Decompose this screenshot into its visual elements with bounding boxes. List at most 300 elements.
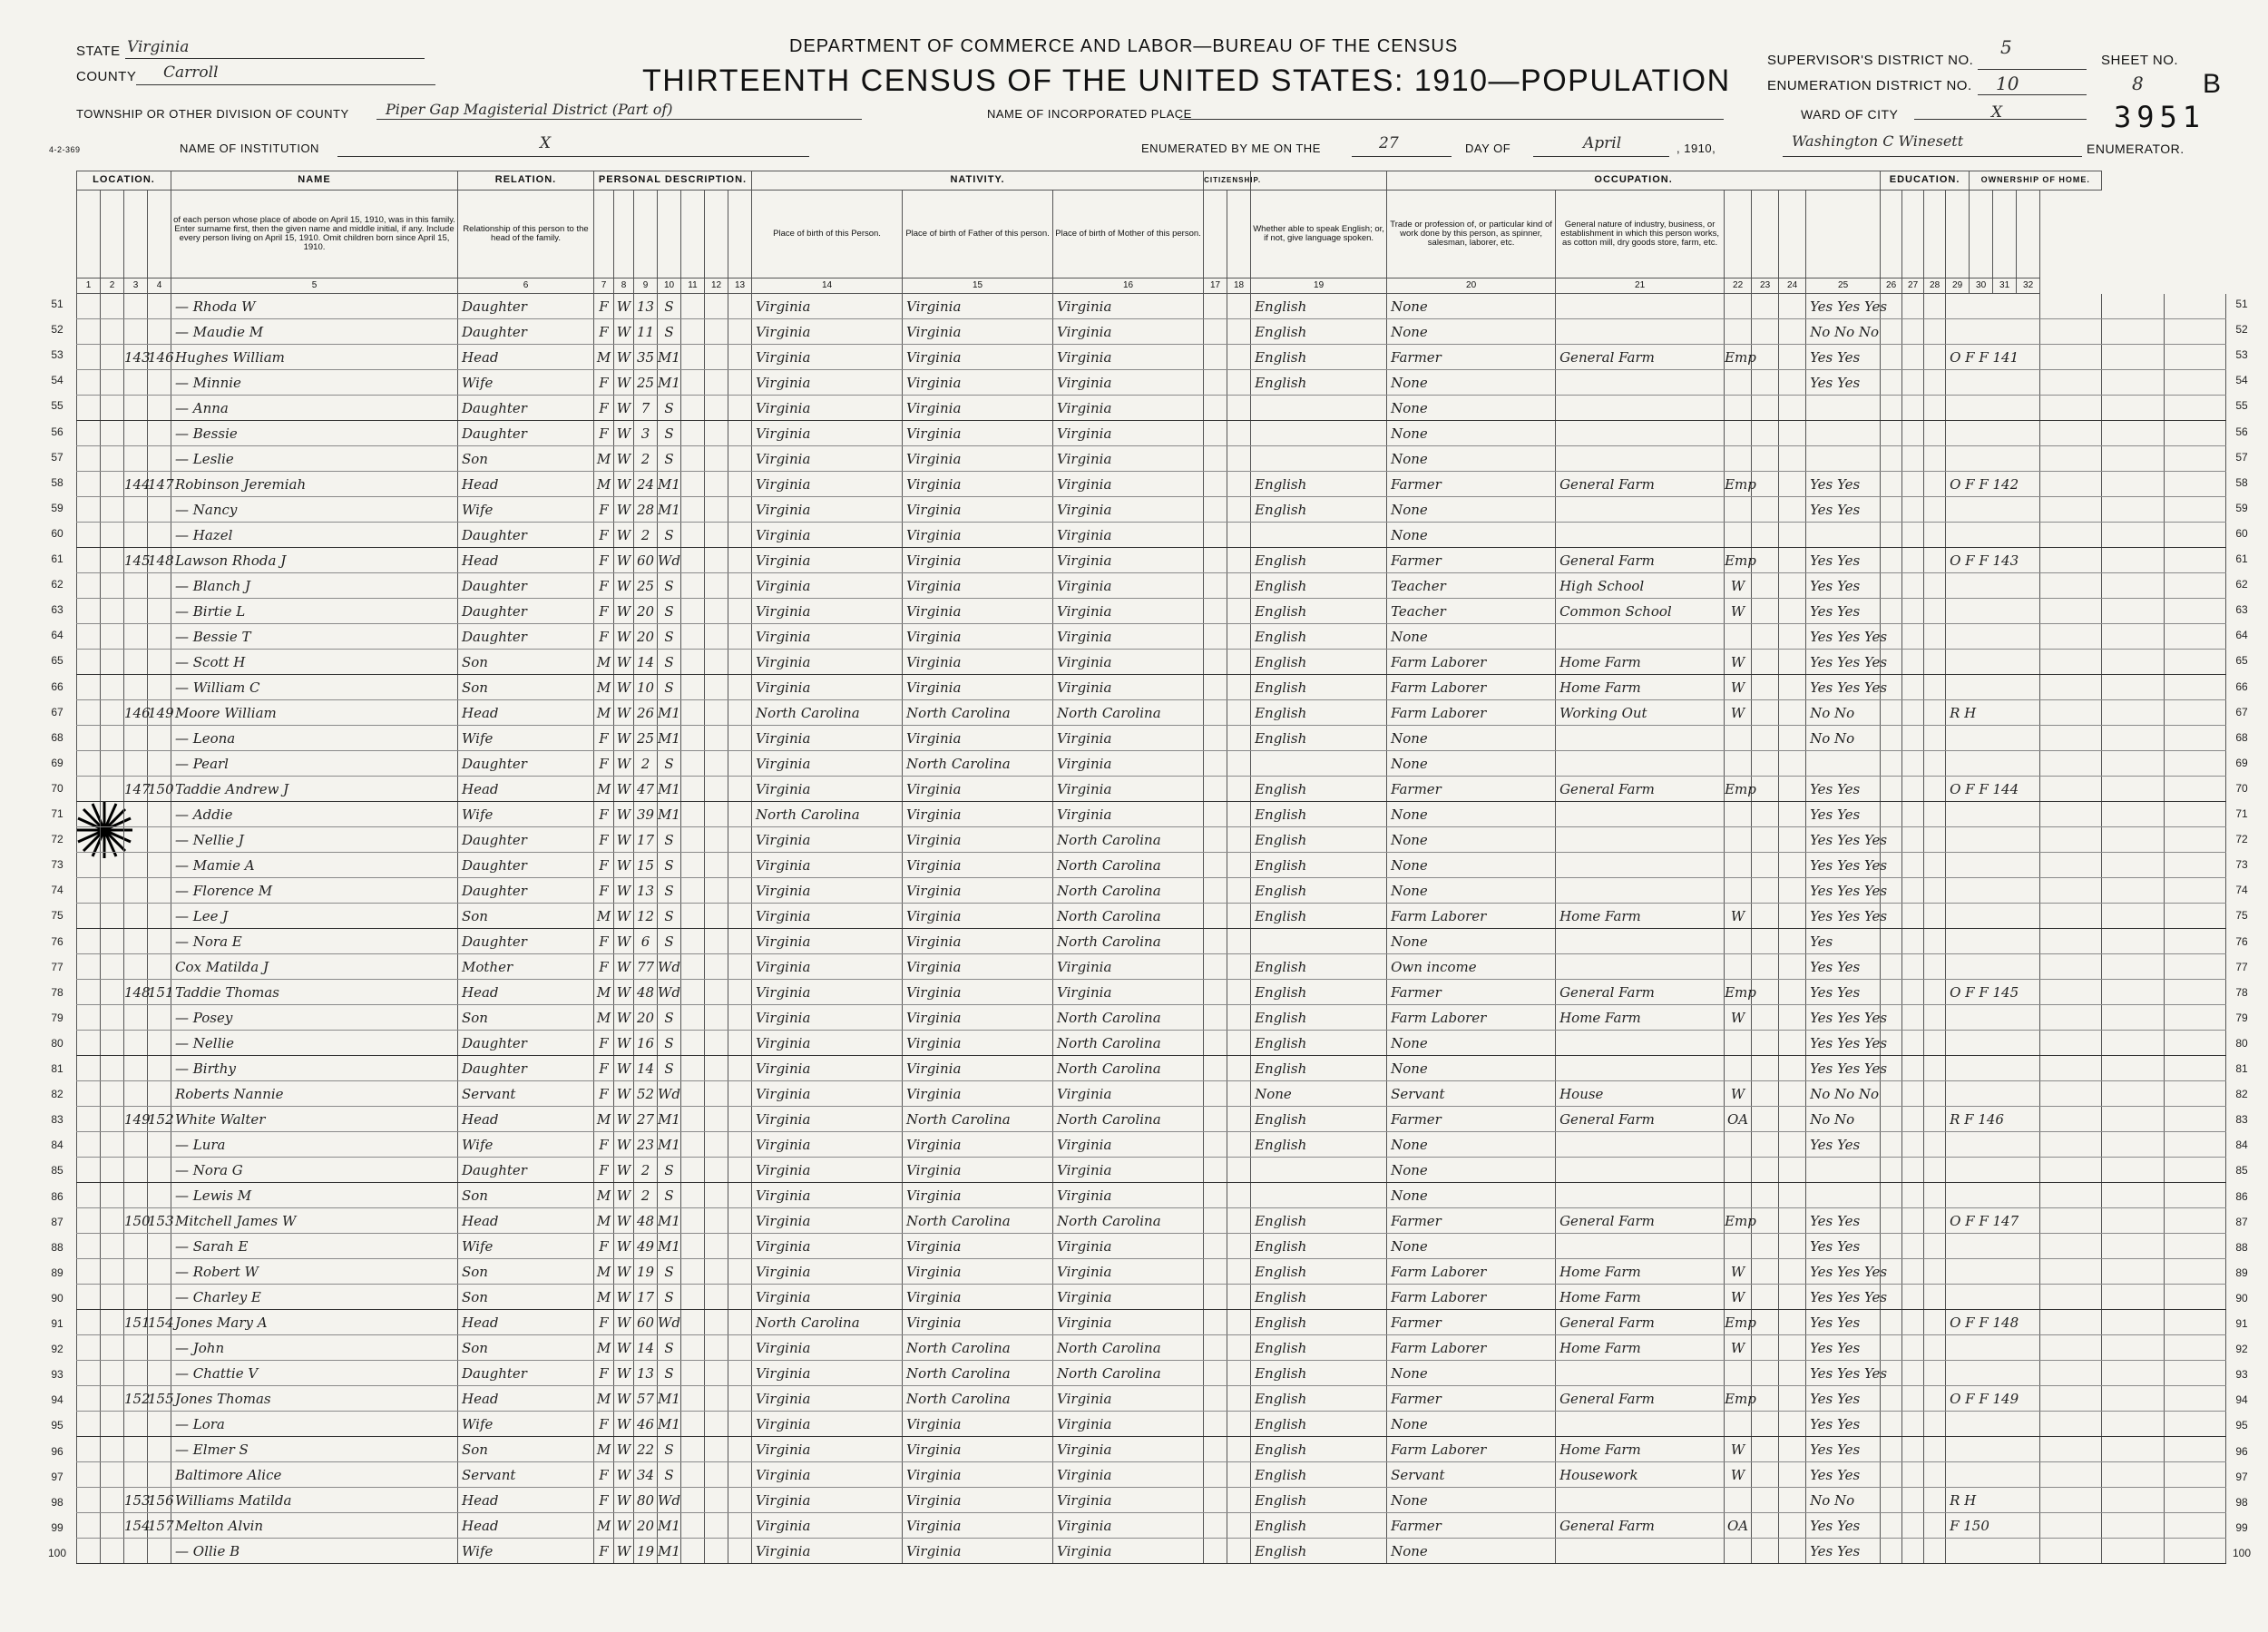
cell-age: 17 <box>634 1285 658 1310</box>
cell-immigration-year <box>1204 1361 1227 1386</box>
cell-years-married <box>681 827 705 853</box>
cell-naturalized <box>1227 548 1251 573</box>
cell-veteran <box>2164 396 2225 421</box>
cell-dwelling-number <box>124 853 148 878</box>
cell-family-number <box>148 1335 171 1361</box>
cell-dwelling-number <box>124 929 148 954</box>
line-number: 88 <box>2235 1240 2248 1254</box>
cell-street <box>77 1462 101 1488</box>
cell-edu-blank <box>1881 1335 1902 1361</box>
line-number: 61 <box>51 552 64 565</box>
cell-language: English <box>1251 1539 1387 1564</box>
cell-weeks-out <box>1779 675 1806 700</box>
cell-weeks-out <box>1779 421 1806 446</box>
cell-immigration-year <box>1204 1056 1227 1081</box>
cell-relation: Head <box>458 472 594 497</box>
cell-birthplace: Virginia <box>752 599 903 624</box>
cell-family-number: 156 <box>148 1488 171 1513</box>
cell-out-of-work <box>1752 878 1779 904</box>
cell-father-birthplace: Virginia <box>903 1158 1053 1183</box>
cell-father-birthplace: Virginia <box>903 853 1053 878</box>
cell-street <box>77 497 101 523</box>
cell-mother-birthplace: Virginia <box>1053 751 1204 777</box>
cell-person-name: — Pearl <box>171 751 458 777</box>
cell-dwelling-number <box>124 1158 148 1183</box>
cell-dwelling-number <box>124 1056 148 1081</box>
cell-race: W <box>614 726 634 751</box>
cell-industry: Home Farm <box>1556 675 1725 700</box>
cell-weeks-out <box>1779 878 1806 904</box>
cell-immigration-year <box>1204 1132 1227 1158</box>
cell-person-name: Robinson Jeremiah <box>171 472 458 497</box>
cell-children-living <box>728 421 752 446</box>
cell-language <box>1251 1183 1387 1208</box>
cell-mother-birthplace: North Carolina <box>1053 1056 1204 1081</box>
cell-house <box>101 954 124 980</box>
line-number: 72 <box>51 833 64 846</box>
cell-ownership <box>1946 1462 2040 1488</box>
cell-edu-blank <box>1902 319 1924 345</box>
cell-years-married <box>681 726 705 751</box>
cell-edu-blank <box>1881 954 1902 980</box>
cell-naturalized <box>1227 954 1251 980</box>
cell-deaf <box>2102 497 2164 523</box>
cell-trade: Farm Laborer <box>1387 700 1556 726</box>
cell-family-number: 151 <box>148 980 171 1005</box>
cell-veteran <box>2164 497 2225 523</box>
cell-sex: F <box>594 497 614 523</box>
year-label: , 1910, <box>1677 142 1716 155</box>
cell-naturalized <box>1227 853 1251 878</box>
cell-edu-blank <box>1924 319 1946 345</box>
cell-out-of-work <box>1752 1285 1779 1310</box>
cell-edu-blank <box>1924 1539 1946 1564</box>
form-number: 4-2-369 <box>49 145 81 154</box>
cell-education: Yes Yes Yes <box>1806 904 1881 929</box>
cell-deaf <box>2102 1081 2164 1107</box>
township-label: TOWNSHIP OR OTHER DIVISION OF COUNTY <box>76 107 349 121</box>
cell-naturalized <box>1227 1285 1251 1310</box>
cell-employer-status <box>1725 624 1752 650</box>
cell-dwelling-number <box>124 878 148 904</box>
cell-weeks-out <box>1779 1183 1806 1208</box>
cell-relation: Daughter <box>458 878 594 904</box>
cell-employer-status: OA <box>1725 1107 1752 1132</box>
cell-naturalized <box>1227 1158 1251 1183</box>
cell-edu-blank <box>1924 1234 1946 1259</box>
cell-street <box>77 1412 101 1437</box>
cell-education: Yes Yes Yes <box>1806 294 1881 319</box>
cell-out-of-work <box>1752 853 1779 878</box>
cell-employer-status <box>1725 1488 1752 1513</box>
cell-marital-status: S <box>658 1259 681 1285</box>
cell-blind <box>2040 1005 2102 1031</box>
cell-ownership: O F F 143 <box>1946 548 2040 573</box>
cell-weeks-out <box>1779 1488 1806 1513</box>
cell-weeks-out <box>1779 726 1806 751</box>
cell-family-number <box>148 446 171 472</box>
cell-mother-birthplace: North Carolina <box>1053 929 1204 954</box>
cell-veteran <box>2164 523 2225 548</box>
cell-deaf <box>2102 1183 2164 1208</box>
column-number: 24 <box>1779 279 1806 294</box>
cell-immigration-year <box>1204 675 1227 700</box>
cell-relation: Daughter <box>458 294 594 319</box>
cell-father-birthplace: Virginia <box>903 980 1053 1005</box>
cell-mother-birthplace: North Carolina <box>1053 853 1204 878</box>
cell-children-living <box>728 1208 752 1234</box>
cell-children-living <box>728 904 752 929</box>
cell-sex: M <box>594 1183 614 1208</box>
cell-marital-status: S <box>658 827 681 853</box>
cell-dwelling-number: 149 <box>124 1107 148 1132</box>
cell-naturalized <box>1227 523 1251 548</box>
cell-deaf <box>2102 1056 2164 1081</box>
cell-person-name: — John <box>171 1335 458 1361</box>
cell-children-born <box>705 827 728 853</box>
cell-edu-blank <box>1924 573 1946 599</box>
line-number: 60 <box>51 526 64 540</box>
cell-deaf <box>2102 1361 2164 1386</box>
cell-edu-blank <box>1902 1310 1924 1335</box>
cell-relation: Son <box>458 1285 594 1310</box>
cell-person-name: — Nancy <box>171 497 458 523</box>
table-row <box>77 1031 2226 1056</box>
cell-employer-status: Emp <box>1725 1208 1752 1234</box>
line-number: 89 <box>2235 1266 2248 1279</box>
cell-marital-status: S <box>658 1285 681 1310</box>
cell-age: 35 <box>634 345 658 370</box>
cell-dwelling-number: 146 <box>124 700 148 726</box>
line-number: 54 <box>2235 374 2248 387</box>
cell-relation: Head <box>458 700 594 726</box>
table-row <box>77 421 2226 446</box>
cell-mother-birthplace: Virginia <box>1053 1158 1204 1183</box>
line-number: 79 <box>51 1011 64 1024</box>
cell-children-living <box>728 1158 752 1183</box>
cell-industry: Housework <box>1556 1462 1725 1488</box>
cell-age: 25 <box>634 573 658 599</box>
cell-age: 20 <box>634 624 658 650</box>
cell-ownership <box>1946 1132 2040 1158</box>
cell-blind <box>2040 1081 2102 1107</box>
cell-industry: Common School <box>1556 599 1725 624</box>
cell-children-born <box>705 980 728 1005</box>
cell-street <box>77 1005 101 1031</box>
cell-mother-birthplace: Virginia <box>1053 1462 1204 1488</box>
cell-family-number <box>148 1031 171 1056</box>
cell-trade: None <box>1387 624 1556 650</box>
cell-naturalized <box>1227 1310 1251 1335</box>
cell-birthplace: North Carolina <box>752 1310 903 1335</box>
cell-person-name: White Walter <box>171 1107 458 1132</box>
cell-relation: Son <box>458 1259 594 1285</box>
cell-children-born <box>705 751 728 777</box>
cell-race: W <box>614 1488 634 1513</box>
cell-industry: General Farm <box>1556 1310 1725 1335</box>
cell-race: W <box>614 1005 634 1031</box>
cell-street <box>77 827 101 853</box>
cell-education: Yes Yes <box>1806 1132 1881 1158</box>
cell-family-number <box>148 650 171 675</box>
table-row <box>77 1234 2226 1259</box>
cell-race: W <box>614 548 634 573</box>
cell-edu-blank <box>1924 675 1946 700</box>
cell-edu-blank <box>1902 1208 1924 1234</box>
cell-children-born <box>705 1208 728 1234</box>
cell-weeks-out <box>1779 1513 1806 1539</box>
cell-deaf <box>2102 1234 2164 1259</box>
cell-street <box>77 472 101 497</box>
line-number: 100 <box>47 1546 67 1559</box>
cell-edu-blank <box>1902 472 1924 497</box>
cell-weeks-out <box>1779 853 1806 878</box>
line-number: 63 <box>2235 603 2248 617</box>
cell-deaf <box>2102 1208 2164 1234</box>
cell-person-name: — Lee J <box>171 904 458 929</box>
cell-education: Yes Yes Yes <box>1806 1005 1881 1031</box>
cell-immigration-year <box>1204 904 1227 929</box>
cell-dwelling-number: 148 <box>124 980 148 1005</box>
cell-employer-status <box>1725 294 1752 319</box>
cell-edu-blank <box>1924 1081 1946 1107</box>
cell-race: W <box>614 1234 634 1259</box>
cell-edu-blank <box>1881 319 1902 345</box>
cell-family-number <box>148 1132 171 1158</box>
cell-race: W <box>614 1513 634 1539</box>
cell-industry: General Farm <box>1556 1386 1725 1412</box>
cell-employer-status: Emp <box>1725 1386 1752 1412</box>
line-number: 90 <box>51 1291 64 1305</box>
cell-ownership: O F F 147 <box>1946 1208 2040 1234</box>
cell-street <box>77 1285 101 1310</box>
cell-veteran <box>2164 1259 2225 1285</box>
cell-street <box>77 1056 101 1081</box>
cell-trade: Farmer <box>1387 472 1556 497</box>
cell-children-living <box>728 1183 752 1208</box>
cell-birthplace: Virginia <box>752 446 903 472</box>
cell-blind <box>2040 1488 2102 1513</box>
cell-children-living <box>728 802 752 827</box>
cell-marital-status: S <box>658 1183 681 1208</box>
cell-education: Yes Yes <box>1806 954 1881 980</box>
cell-language: English <box>1251 345 1387 370</box>
cell-marital-status: S <box>658 573 681 599</box>
cell-family-number <box>148 878 171 904</box>
cell-edu-blank <box>1881 1183 1902 1208</box>
column-number: 22 <box>1725 279 1752 294</box>
line-number: 62 <box>51 578 64 591</box>
cell-house <box>101 370 124 396</box>
line-number: 90 <box>2235 1291 2248 1305</box>
cell-relation: Son <box>458 1335 594 1361</box>
cell-edu-blank <box>1902 345 1924 370</box>
cell-mother-birthplace: Virginia <box>1053 370 1204 396</box>
cell-years-married <box>681 929 705 954</box>
cell-edu-blank <box>1924 1513 1946 1539</box>
cell-edu-blank <box>1902 599 1924 624</box>
relation-column-desc: Relationship of this person to the head of the family. <box>458 191 594 279</box>
cell-children-born <box>705 421 728 446</box>
cell-edu-blank <box>1902 1285 1924 1310</box>
cell-children-living <box>728 599 752 624</box>
cell-language: English <box>1251 624 1387 650</box>
cell-family-number <box>148 1158 171 1183</box>
cell-person-name: — Maudie M <box>171 319 458 345</box>
cell-dwelling-number <box>124 904 148 929</box>
cell-sex: M <box>594 472 614 497</box>
cell-blind <box>2040 904 2102 929</box>
cell-education: No No No <box>1806 319 1881 345</box>
cell-age: 25 <box>634 726 658 751</box>
cell-weeks-out <box>1779 1310 1806 1335</box>
cell-veteran <box>2164 1513 2225 1539</box>
cell-employer-status: W <box>1725 1005 1752 1031</box>
cell-children-born <box>705 1132 728 1158</box>
cell-out-of-work <box>1752 523 1779 548</box>
cell-person-name: — Nellie <box>171 1031 458 1056</box>
cell-industry: Home Farm <box>1556 1437 1725 1462</box>
cell-mother-birthplace: North Carolina <box>1053 1031 1204 1056</box>
cell-naturalized <box>1227 650 1251 675</box>
cell-marital-status: S <box>658 878 681 904</box>
cell-children-born <box>705 497 728 523</box>
cell-edu-blank <box>1902 1412 1924 1437</box>
cell-immigration-year <box>1204 548 1227 573</box>
table-row <box>77 1183 2226 1208</box>
line-number: 56 <box>51 425 64 438</box>
cell-father-birthplace: Virginia <box>903 624 1053 650</box>
cell-relation: Head <box>458 1310 594 1335</box>
cell-education: Yes Yes <box>1806 497 1881 523</box>
cell-edu-blank <box>1924 294 1946 319</box>
cell-father-birthplace: Virginia <box>903 294 1053 319</box>
cell-father-birthplace: Virginia <box>903 421 1053 446</box>
cell-sex: M <box>594 1208 614 1234</box>
cell-children-born <box>705 599 728 624</box>
cell-years-married <box>681 1488 705 1513</box>
cell-person-name: Williams Matilda <box>171 1488 458 1513</box>
cell-naturalized <box>1227 726 1251 751</box>
cell-edu-blank <box>1924 1488 1946 1513</box>
cell-edu-blank <box>1881 446 1902 472</box>
cell-birthplace: Virginia <box>752 1513 903 1539</box>
cell-father-birthplace: Virginia <box>903 1513 1053 1539</box>
cell-years-married <box>681 980 705 1005</box>
cell-ownership <box>1946 1412 2040 1437</box>
line-number: 73 <box>51 858 64 872</box>
cell-edu-blank <box>1902 624 1924 650</box>
cell-naturalized <box>1227 1539 1251 1564</box>
cell-street <box>77 345 101 370</box>
line-number: 59 <box>2235 501 2248 514</box>
cell-weeks-out <box>1779 1056 1806 1081</box>
cell-weeks-out <box>1779 904 1806 929</box>
cell-father-birthplace: Virginia <box>903 1310 1053 1335</box>
cell-street <box>77 751 101 777</box>
table-row <box>77 1412 2226 1437</box>
cell-blind <box>2040 548 2102 573</box>
cell-ownership: O F F 148 <box>1946 1310 2040 1335</box>
cell-weeks-out <box>1779 1259 1806 1285</box>
cell-children-living <box>728 573 752 599</box>
cell-relation: Daughter <box>458 396 594 421</box>
cell-blind <box>2040 726 2102 751</box>
cell-birthplace: Virginia <box>752 1183 903 1208</box>
cell-sex: M <box>594 1386 614 1412</box>
cell-marital-status: S <box>658 624 681 650</box>
cell-language <box>1251 396 1387 421</box>
cell-race: W <box>614 878 634 904</box>
cell-dwelling-number <box>124 599 148 624</box>
cell-edu-blank <box>1924 650 1946 675</box>
cell-deaf <box>2102 1412 2164 1437</box>
column-number: 9 <box>634 279 658 294</box>
line-number: 80 <box>51 1036 64 1050</box>
group-personal: PERSONAL DESCRIPTION. <box>594 171 752 191</box>
incorporated-place-label: NAME OF INCORPORATED PLACE <box>987 107 1192 121</box>
cell-weeks-out <box>1779 396 1806 421</box>
cell-veteran <box>2164 1234 2225 1259</box>
cell-ownership <box>1946 396 2040 421</box>
line-number: 97 <box>51 1470 64 1483</box>
cell-house <box>101 1107 124 1132</box>
cell-weeks-out <box>1779 802 1806 827</box>
cell-language: English <box>1251 700 1387 726</box>
cell-marital-status: S <box>658 1005 681 1031</box>
cell-veteran <box>2164 1386 2225 1412</box>
cell-street <box>77 548 101 573</box>
cell-race: W <box>614 929 634 954</box>
cell-industry: Working Out <box>1556 700 1725 726</box>
cell-deaf <box>2102 1285 2164 1310</box>
cell-birthplace: Virginia <box>752 1259 903 1285</box>
cell-trade: None <box>1387 1412 1556 1437</box>
cell-edu-blank <box>1924 726 1946 751</box>
cell-education: Yes Yes <box>1806 1539 1881 1564</box>
cell-education: Yes Yes <box>1806 980 1881 1005</box>
cell-years-married <box>681 1208 705 1234</box>
cell-deaf <box>2102 446 2164 472</box>
enumerated-day: 27 <box>1379 134 1399 152</box>
cell-children-living <box>728 1412 752 1437</box>
cell-birthplace: Virginia <box>752 1132 903 1158</box>
cell-veteran <box>2164 1132 2225 1158</box>
cell-out-of-work <box>1752 1158 1779 1183</box>
cell-weeks-out <box>1779 523 1806 548</box>
cell-mother-birthplace: Virginia <box>1053 294 1204 319</box>
cell-marital-status: M1 <box>658 700 681 726</box>
cell-edu-blank <box>1902 802 1924 827</box>
line-number: 80 <box>2235 1036 2248 1050</box>
cell-veteran <box>2164 624 2225 650</box>
cell-language: English <box>1251 777 1387 802</box>
cell-out-of-work <box>1752 1259 1779 1285</box>
cell-trade: Farmer <box>1387 1107 1556 1132</box>
cell-dwelling-number <box>124 421 148 446</box>
cell-immigration-year <box>1204 1462 1227 1488</box>
cell-relation: Daughter <box>458 599 594 624</box>
cell-immigration-year <box>1204 1183 1227 1208</box>
cell-trade: None <box>1387 751 1556 777</box>
cell-edu-blank <box>1924 370 1946 396</box>
cell-children-born <box>705 319 728 345</box>
cell-birthplace: Virginia <box>752 1462 903 1488</box>
cell-family-number <box>148 954 171 980</box>
cell-edu-blank <box>1881 1208 1902 1234</box>
cell-employer-status <box>1725 1158 1752 1183</box>
cell-veteran <box>2164 1462 2225 1488</box>
